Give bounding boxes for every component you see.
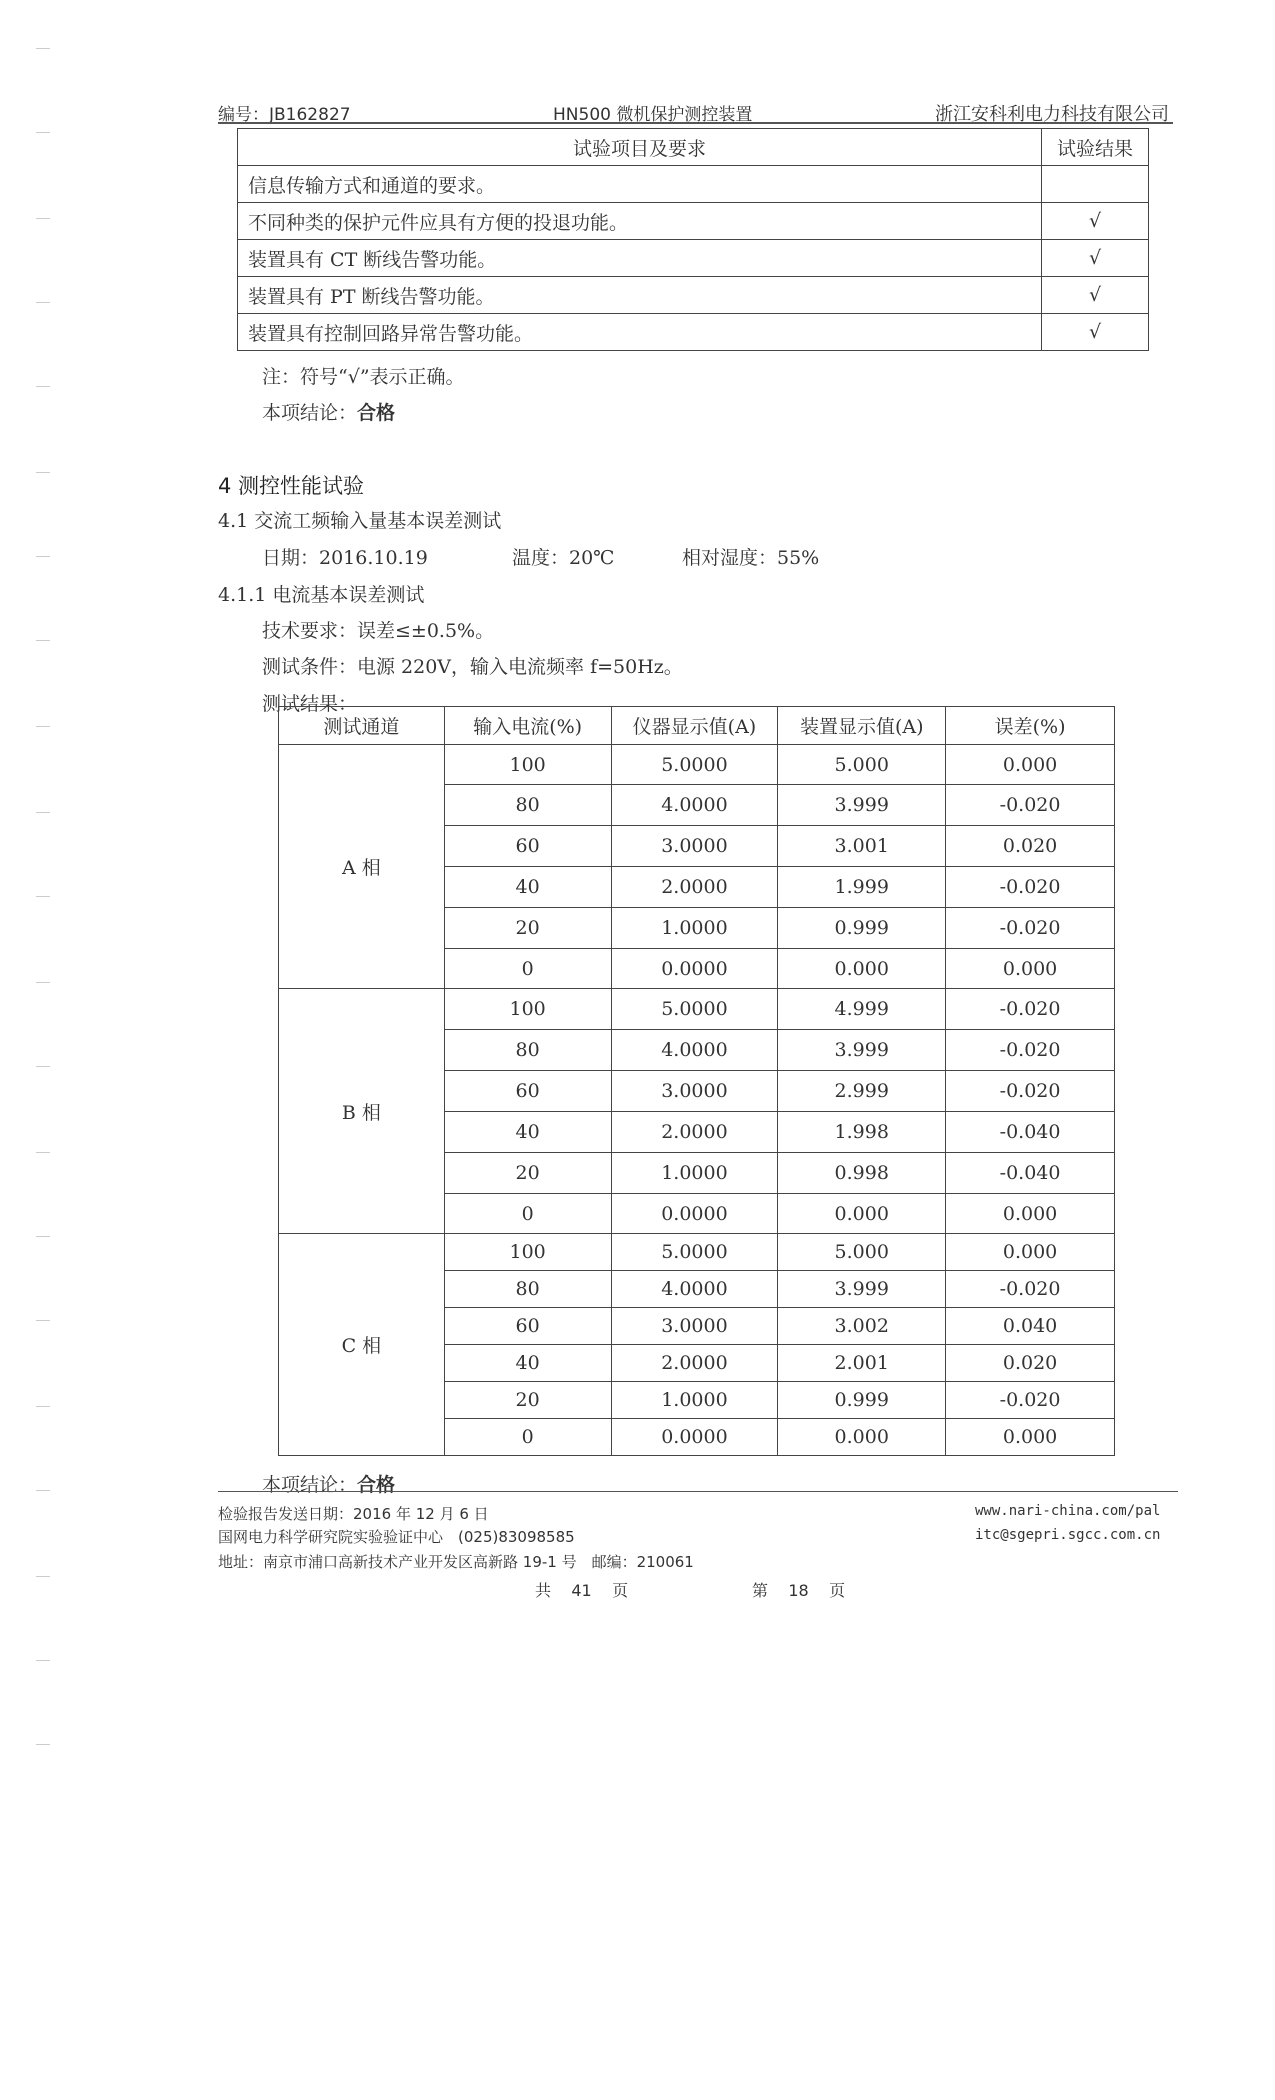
device-value-cell: 0.998 xyxy=(778,1153,946,1194)
error-cell: 0.040 xyxy=(946,1308,1115,1345)
footer-rule xyxy=(218,1491,1178,1492)
device-value-cell: 5.000 xyxy=(778,1234,946,1271)
device-value-cell: 3.001 xyxy=(778,826,946,867)
margin-tick xyxy=(36,1152,50,1153)
margin-tick xyxy=(36,640,50,641)
conclusion-2 xyxy=(262,1470,395,1497)
note-text: 注：符号“√”表示正确。 xyxy=(262,366,465,388)
table-row xyxy=(238,314,1149,351)
margin-tick xyxy=(36,556,50,557)
test-center: 国网电力科学研究院实验验证中心 (025)83098585 xyxy=(218,1528,575,1546)
input-current-cell: 20 xyxy=(444,908,611,949)
input-current-cell: 60 xyxy=(444,826,611,867)
device-value-cell: 3.999 xyxy=(778,785,946,826)
section-4-title: 4 测控性能试验 xyxy=(218,474,365,498)
device-value-cell: 0.999 xyxy=(778,1382,946,1419)
item-cell: 信息传输方式和通道的要求。 xyxy=(238,166,1042,203)
requirements-table xyxy=(237,128,1149,351)
phase-cell: C 相 xyxy=(279,1234,445,1456)
table-row xyxy=(238,203,1149,240)
instrument-value-cell: 1.0000 xyxy=(611,1382,778,1419)
input-current-cell: 40 xyxy=(444,1112,611,1153)
error-cell: 0.000 xyxy=(946,1419,1115,1456)
error-cell: 0.000 xyxy=(946,1194,1115,1234)
instrument-value-cell: 5.0000 xyxy=(611,1234,778,1271)
error-cell: 0.000 xyxy=(946,745,1115,785)
item-cell: 装置具有 CT 断线告警功能。 xyxy=(238,240,1042,277)
instrument-value-cell: 2.0000 xyxy=(611,867,778,908)
instrument-value-cell: 1.0000 xyxy=(611,1153,778,1194)
error-cell: 0.020 xyxy=(946,826,1115,867)
device-value-cell: 4.999 xyxy=(778,989,946,1030)
col-header-input-current: 输入电流(%) xyxy=(444,707,611,745)
error-cell: -0.020 xyxy=(946,908,1115,949)
device-value-cell: 0.999 xyxy=(778,908,946,949)
item-cell: 不同种类的保护元件应具有方便的投退功能。 xyxy=(238,203,1042,240)
col-header-instrument-value: 仪器显示值(A) xyxy=(611,707,778,745)
col-header-device-value: 装置显示值(A) xyxy=(778,707,946,745)
instrument-value-cell: 0.0000 xyxy=(611,1419,778,1456)
input-current-cell: 40 xyxy=(444,1345,611,1382)
instrument-value-cell: 4.0000 xyxy=(611,785,778,826)
item-cell: 装置具有 PT 断线告警功能。 xyxy=(238,277,1042,314)
company-name: 浙江安科利电力科技有限公司 xyxy=(935,104,1169,125)
device-value-cell: 1.999 xyxy=(778,867,946,908)
input-current-cell: 60 xyxy=(444,1308,611,1345)
page-number xyxy=(752,1578,845,1601)
website-link[interactable]: www.nari-china.com/pal xyxy=(975,1503,1161,1519)
error-cell: -0.020 xyxy=(946,1071,1115,1112)
date-line: 日期：2016.10.19 xyxy=(262,547,428,569)
margin-tick xyxy=(36,1320,50,1321)
margin-tick xyxy=(36,1744,50,1745)
result-cell xyxy=(1042,166,1149,203)
error-cell: -0.040 xyxy=(946,1153,1115,1194)
col-header-item: 试验项目及要求 xyxy=(238,129,1042,166)
conclusion-1 xyxy=(262,398,395,425)
conclusion-value: 合格 xyxy=(357,1474,396,1496)
total-pages: 41 xyxy=(571,1581,592,1600)
temperature-line: 温度：20℃ xyxy=(512,547,615,569)
device-value-cell: 5.000 xyxy=(778,745,946,785)
table-row xyxy=(279,989,1115,1030)
input-current-cell: 0 xyxy=(444,1194,611,1234)
conclusion-label: 本项结论： xyxy=(262,1474,358,1496)
input-current-cell: 80 xyxy=(444,1030,611,1071)
input-current-cell: 80 xyxy=(444,785,611,826)
error-cell: -0.040 xyxy=(946,1112,1115,1153)
instrument-value-cell: 3.0000 xyxy=(611,1071,778,1112)
col-header-result: 试验结果 xyxy=(1042,129,1149,166)
device-value-cell: 3.999 xyxy=(778,1030,946,1071)
margin-tick xyxy=(36,1236,50,1237)
phase-cell: B 相 xyxy=(279,989,445,1234)
margin-tick xyxy=(36,1406,50,1407)
instrument-value-cell: 2.0000 xyxy=(611,1112,778,1153)
margin-tick xyxy=(36,472,50,473)
instrument-value-cell: 0.0000 xyxy=(611,949,778,989)
instrument-value-cell: 4.0000 xyxy=(611,1030,778,1071)
instrument-value-cell: 3.0000 xyxy=(611,826,778,867)
page-count xyxy=(535,1578,628,1601)
margin-tick xyxy=(36,302,50,303)
input-current-cell: 0 xyxy=(444,949,611,989)
error-cell: -0.020 xyxy=(946,785,1115,826)
margin-tick xyxy=(36,726,50,727)
conclusion-value: 合格 xyxy=(357,402,396,424)
table-row xyxy=(238,240,1149,277)
instrument-value-cell: 1.0000 xyxy=(611,908,778,949)
error-cell: 0.020 xyxy=(946,1345,1115,1382)
device-value-cell: 2.999 xyxy=(778,1071,946,1112)
error-cell: 0.000 xyxy=(946,1234,1115,1271)
margin-tick xyxy=(36,982,50,983)
humidity-line: 相对湿度：55% xyxy=(682,547,820,569)
instrument-value-cell: 4.0000 xyxy=(611,1271,778,1308)
section-4-1-1-title: 4.1.1 电流基本误差测试 xyxy=(218,584,425,606)
margin-tick xyxy=(36,1660,50,1661)
device-value-cell: 3.999 xyxy=(778,1271,946,1308)
page-prefix: 第 xyxy=(752,1581,769,1600)
input-current-cell: 100 xyxy=(444,989,611,1030)
device-value-cell: 2.001 xyxy=(778,1345,946,1382)
input-current-cell: 100 xyxy=(444,745,611,785)
device-value-cell: 0.000 xyxy=(778,1194,946,1234)
test-conditions: 测试条件：电源 220V，输入电流频率 f=50Hz。 xyxy=(262,656,683,678)
margin-tick xyxy=(36,386,50,387)
result-cell: √ xyxy=(1042,203,1149,240)
current-error-table xyxy=(278,706,1115,1456)
col-header-error: 误差(%) xyxy=(946,707,1115,745)
result-cell: √ xyxy=(1042,240,1149,277)
address: 地址：南京市浦口高新技术产业开发区高新路 19-1 号 邮编：210061 xyxy=(218,1553,694,1571)
error-cell: -0.020 xyxy=(946,1271,1115,1308)
device-value-cell: 1.998 xyxy=(778,1112,946,1153)
input-current-cell: 60 xyxy=(444,1071,611,1112)
col-header-channel: 测试通道 xyxy=(279,707,445,745)
result-cell: √ xyxy=(1042,314,1149,351)
error-cell: -0.020 xyxy=(946,989,1115,1030)
page-no: 18 xyxy=(788,1581,809,1600)
email-link[interactable]: itc@sgepri.sgcc.com.cn xyxy=(975,1527,1161,1543)
input-current-cell: 20 xyxy=(444,1153,611,1194)
test-result-label: 测试结果： xyxy=(262,693,358,715)
instrument-value-cell: 2.0000 xyxy=(611,1345,778,1382)
item-cell: 装置具有控制回路异常告警功能。 xyxy=(238,314,1042,351)
input-current-cell: 40 xyxy=(444,867,611,908)
device-value-cell: 0.000 xyxy=(778,949,946,989)
margin-tick xyxy=(36,1576,50,1577)
input-current-cell: 20 xyxy=(444,1382,611,1419)
margin-tick xyxy=(36,1490,50,1491)
input-current-cell: 80 xyxy=(444,1271,611,1308)
table-header-row xyxy=(238,129,1149,166)
instrument-value-cell: 5.0000 xyxy=(611,989,778,1030)
margin-tick xyxy=(36,132,50,133)
instrument-value-cell: 3.0000 xyxy=(611,1308,778,1345)
margin-tick xyxy=(36,218,50,219)
table-row xyxy=(238,166,1149,203)
report-number: 编号：JB162827 xyxy=(218,105,351,125)
device-value-cell: 0.000 xyxy=(778,1419,946,1456)
total-suffix: 页 xyxy=(612,1581,629,1600)
header-rule xyxy=(218,122,1173,124)
phase-cell: A 相 xyxy=(279,745,445,989)
page-suffix: 页 xyxy=(829,1581,846,1600)
error-cell: -0.020 xyxy=(946,1030,1115,1071)
margin-tick xyxy=(36,812,50,813)
error-cell: -0.020 xyxy=(946,1382,1115,1419)
instrument-value-cell: 0.0000 xyxy=(611,1194,778,1234)
report-send-date: 检验报告发送日期：2016 年 12 月 6 日 xyxy=(218,1505,489,1523)
conclusion-label: 本项结论： xyxy=(262,402,358,424)
instrument-value-cell: 5.0000 xyxy=(611,745,778,785)
technical-requirement: 技术要求：误差≤±0.5%。 xyxy=(262,620,495,642)
result-cell: √ xyxy=(1042,277,1149,314)
input-current-cell: 100 xyxy=(444,1234,611,1271)
table-row xyxy=(238,277,1149,314)
error-cell: -0.020 xyxy=(946,867,1115,908)
margin-tick xyxy=(36,48,50,49)
device-value-cell: 3.002 xyxy=(778,1308,946,1345)
margin-tick xyxy=(36,1066,50,1067)
table-row xyxy=(279,745,1115,785)
input-current-cell: 0 xyxy=(444,1419,611,1456)
section-4-1-title: 4.1 交流工频输入量基本误差测试 xyxy=(218,510,502,532)
total-prefix: 共 xyxy=(535,1581,552,1600)
error-cell: 0.000 xyxy=(946,949,1115,989)
device-name: HN500 微机保护测控装置 xyxy=(553,105,753,125)
margin-tick xyxy=(36,896,50,897)
table-row xyxy=(279,1234,1115,1271)
table-header-row xyxy=(279,707,1115,745)
